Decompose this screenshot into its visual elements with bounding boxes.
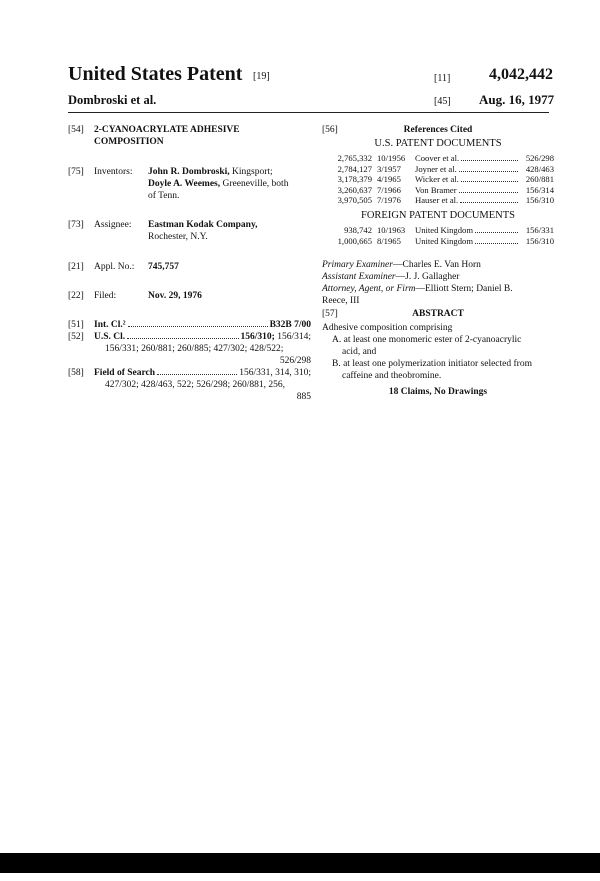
reference-name: United Kingdom xyxy=(415,225,474,235)
patent-header xyxy=(0,0,600,120)
reference-number: 3,970,505 xyxy=(337,195,372,205)
reference-number: 2,784,127 xyxy=(337,163,372,174)
assignee-label: Assignee: xyxy=(94,220,132,230)
attorney: Attorney, Agent, or Firm—Elliott Stern; Daniel B. xyxy=(322,284,513,294)
reference-row xyxy=(322,153,554,164)
patent-office-title: United States Patent xyxy=(68,63,243,85)
number-code: [11] xyxy=(434,73,451,84)
filed-value: Nov. 29, 1976 xyxy=(148,291,202,301)
inventor-short: Dombroski et al. xyxy=(68,93,157,107)
int-cl-value: B32B 7/00 xyxy=(269,320,311,330)
reference-number: 938,742 xyxy=(344,225,372,235)
reference-date: 7/1976 xyxy=(377,195,401,205)
reference-class: 156/310 xyxy=(525,195,554,205)
inventors-value: John R. Dombroski, Kingsport; Doyle A. Weemes, Greeneville, both of Tenn. xyxy=(148,167,289,201)
reference-row xyxy=(322,195,554,206)
reference-number: 2,765,332 xyxy=(337,153,372,163)
us-docs-table xyxy=(322,153,554,206)
reference-name: Von Bramer xyxy=(415,184,457,195)
reference-date: 10/1963 xyxy=(377,225,406,235)
reference-number: 3,178,379 xyxy=(337,174,372,184)
assistant-examiner: Assistant Examiner—J. J. Gallagher xyxy=(322,272,460,282)
abstract-header: [57] ABSTRACT xyxy=(322,308,554,320)
reference-row xyxy=(322,185,554,196)
us-docs-title: U.S. PATENT DOCUMENTS xyxy=(374,138,502,149)
us-cl-label: U.S. Cl. xyxy=(94,332,126,342)
assignee-value: Eastman Kodak Company, Rochester, N.Y. xyxy=(148,220,258,242)
reference-number: 1,000,665 xyxy=(337,235,372,246)
reference-row xyxy=(322,174,554,185)
reference-date: 7/1966 xyxy=(377,184,401,195)
reference-number: 3,260,637 xyxy=(337,184,372,195)
references-title: References Cited xyxy=(403,125,473,135)
appl-label: Appl. No.: xyxy=(94,262,135,272)
reference-class: 526/298 xyxy=(525,153,554,163)
reference-name: United Kingdom xyxy=(415,235,474,246)
int-cl-label: Int. Cl.² xyxy=(94,320,126,330)
reference-class: 156/310 xyxy=(525,235,554,246)
reference-row xyxy=(322,225,554,236)
reference-class: 260/881 xyxy=(525,174,554,184)
claims-summary: 18 Claims, No Drawings xyxy=(388,387,488,397)
reference-name: Coover et al. xyxy=(415,153,460,163)
header-rule xyxy=(68,112,549,113)
bottom-scan-bar xyxy=(0,853,600,873)
reference-class: 156/331 xyxy=(525,225,554,235)
reference-date: 4/1965 xyxy=(377,174,401,184)
reference-name: Wicker et al. xyxy=(415,174,459,184)
reference-date: 3/1957 xyxy=(377,163,401,174)
reference-date: 10/1956 xyxy=(377,153,406,163)
foreign-docs-table xyxy=(322,225,554,246)
examiners: Primary Examiner—Charles E. Van Horn Assistant Examiner—J. J. Gallagher Attorney, Agent, or Firm—Elliott Stern; Daniel B. Reece, III xyxy=(322,259,554,307)
invention-title: 2-CYANOACRYLATE ADHESIVE COMPOSITION xyxy=(94,125,240,147)
reference-date: 8/1965 xyxy=(377,235,401,246)
filed-label: Filed: xyxy=(94,291,117,301)
field-search-label: Field of Search xyxy=(94,368,156,378)
patent-date: Aug. 16, 1977 xyxy=(479,92,555,107)
appl-value: 745,757 xyxy=(148,262,179,272)
reference-name: Joyner et al. xyxy=(415,163,457,174)
abstract-title: ABSTRACT xyxy=(412,309,464,319)
foreign-docs-title: FOREIGN PATENT DOCUMENTS xyxy=(360,210,516,221)
date-code: [45] xyxy=(434,96,451,107)
abstract-body: Adhesive composition comprising A. at least one monomeric ester of 2-cyanoacrylic acid, and B. at least one polymerization initiator selected from caffeine and theobromine. xyxy=(322,323,532,381)
reference-class: 156/314 xyxy=(525,184,554,195)
title-code: [19] xyxy=(253,71,270,82)
inventors-label: Inventors: xyxy=(94,167,133,177)
reference-name: Hauser et al. xyxy=(415,195,459,205)
primary-examiner: Primary Examiner—Charles E. Van Horn xyxy=(322,260,481,270)
patent-number: 4,042,442 xyxy=(489,66,553,83)
reference-row xyxy=(322,164,554,175)
reference-row xyxy=(322,236,554,247)
reference-class: 428/463 xyxy=(525,163,554,174)
